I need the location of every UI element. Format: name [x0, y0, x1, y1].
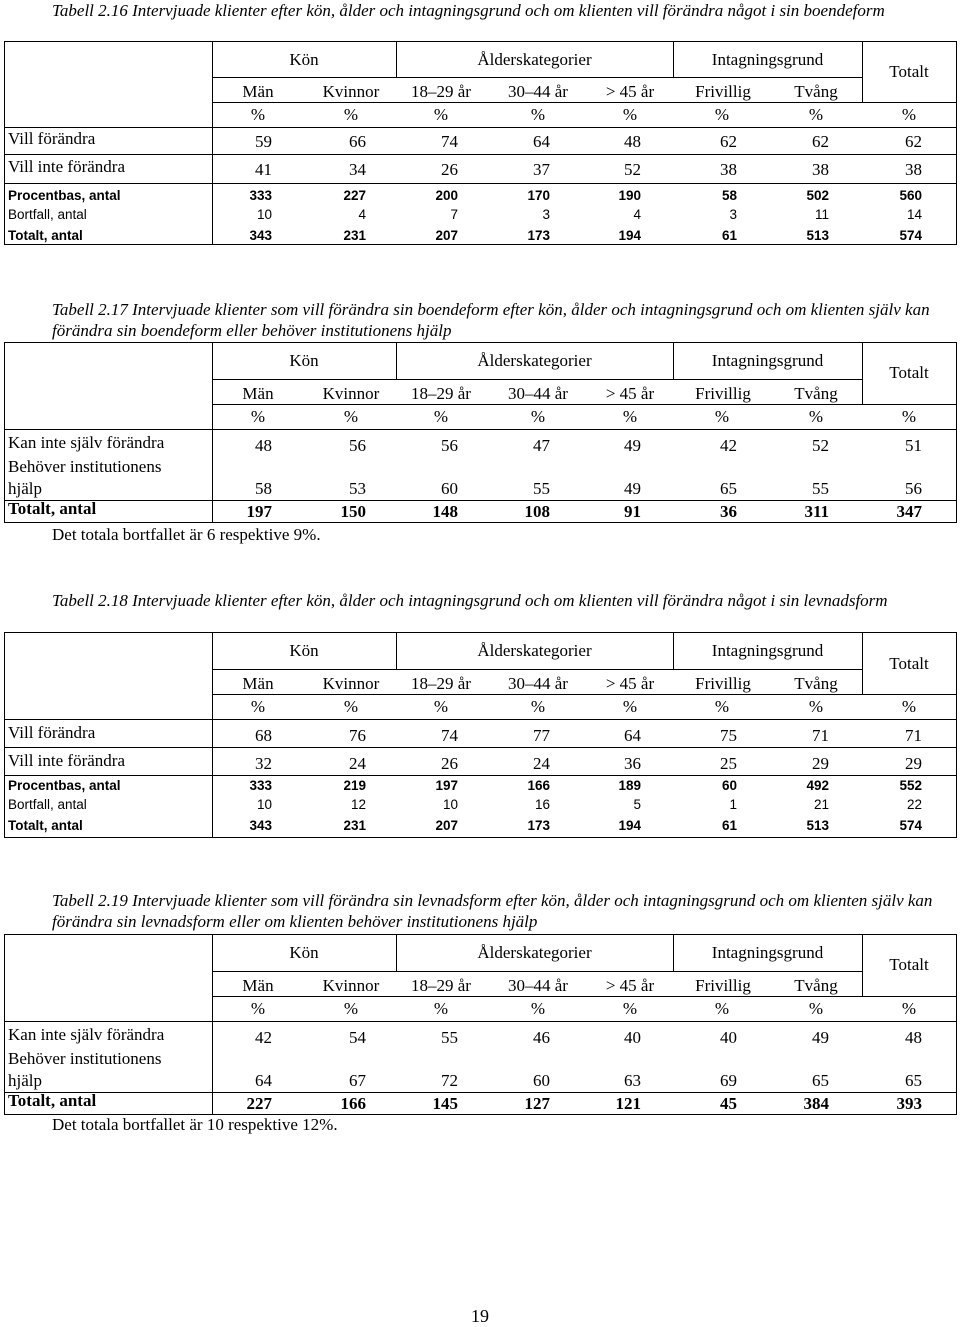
column-header: 30–44 år: [508, 674, 568, 693]
table-2-17-note: Det totala bortfallet är 6 respektive 9%.: [52, 525, 321, 544]
table-cell: 53: [349, 479, 366, 498]
column-header: Tvång: [794, 384, 838, 403]
header-alder: Ålderskategorier: [477, 943, 592, 962]
percent-unit: %: [714, 105, 730, 124]
table-2-17-caption: Tabell 2.17 Intervjuade klienter som vill förändra sin boendeform efter kön, ålder och intagningsgrund och om klienten själv kan förändra sin boendeform eller behöver institutionens hjälp: [52, 300, 930, 340]
column-header: 18–29 år: [411, 976, 471, 995]
table-cell: 71: [905, 726, 922, 745]
column-header: 18–29 år: [411, 384, 471, 403]
table-cell: 49: [812, 1028, 829, 1047]
row-label: Vill förändra: [8, 723, 96, 742]
table-cell: 65: [720, 479, 737, 498]
table-cell: 207: [435, 228, 458, 243]
table-cell: 62: [812, 132, 829, 151]
header-intag: Intagningsgrund: [711, 50, 824, 69]
table-cell: 170: [527, 188, 550, 203]
column-header: Kvinnor: [322, 976, 380, 995]
table-cell: 45: [720, 1094, 737, 1113]
table-cell: 67: [349, 1071, 366, 1090]
percent-unit: %: [622, 105, 638, 124]
row-label: Procentbas, antal: [8, 778, 121, 793]
table-cell: 91: [624, 502, 641, 521]
header-totalt: Totalt: [889, 654, 929, 673]
table-cell: 194: [618, 818, 641, 833]
table-cell: 333: [249, 778, 272, 793]
header-totalt: Totalt: [889, 363, 929, 382]
table-cell: 10: [256, 207, 272, 222]
column-header: > 45 år: [605, 82, 655, 101]
row-label: Bortfall, antal: [8, 207, 87, 222]
table-cell: 37: [533, 160, 550, 179]
percent-unit: %: [433, 407, 449, 426]
table-cell: 24: [349, 754, 366, 773]
row-label: Kan inte själv förändra: [8, 1025, 165, 1044]
table-cell: 4: [633, 207, 641, 222]
column-header: Frivillig: [695, 384, 751, 403]
table-cell: 59: [255, 132, 272, 151]
header-totalt: Totalt: [889, 62, 929, 81]
table-cell: 51: [905, 436, 922, 455]
row-label: Kan inte själv förändra: [8, 433, 165, 452]
table-cell: 65: [905, 1071, 922, 1090]
table-cell: 41: [255, 160, 272, 179]
row-label: Vill inte förändra: [8, 751, 125, 770]
table-cell: 384: [803, 1094, 829, 1113]
table-cell: 36: [720, 502, 737, 521]
table-cell: 24: [533, 754, 550, 773]
table-cell: 48: [905, 1028, 922, 1047]
column-header: Tvång: [794, 976, 838, 995]
table-cell: 108: [524, 502, 550, 521]
table-cell: 21: [813, 797, 829, 812]
table-cell: 56: [349, 436, 366, 455]
row-label: Behöver institutionens: [8, 1049, 162, 1068]
table-cell: 227: [246, 1094, 272, 1113]
table-cell: 49: [624, 436, 641, 455]
table-cell: 148: [432, 502, 458, 521]
table-cell: 52: [812, 436, 829, 455]
table-cell: 7: [450, 207, 458, 222]
table-cell: 71: [812, 726, 829, 745]
table-cell: 16: [534, 797, 550, 812]
row-label: Procentbas, antal: [8, 188, 121, 203]
percent-unit: %: [808, 105, 824, 124]
table-cell: 74: [441, 726, 458, 745]
table-cell: 574: [899, 228, 922, 243]
table-2-18-caption: Tabell 2.18 Intervjuade klienter efter kön, ålder och intagningsgrund och om klienten vill förändra något i sin levnadsform: [52, 591, 888, 610]
table-cell: 48: [624, 132, 641, 151]
header-totalt: Totalt: [889, 955, 929, 974]
header-intag: Intagningsgrund: [711, 351, 824, 370]
percent-unit: %: [530, 407, 546, 426]
table-cell: 54: [349, 1028, 366, 1047]
table-cell: 55: [441, 1028, 458, 1047]
table-cell: 207: [435, 818, 458, 833]
column-header: 30–44 år: [508, 384, 568, 403]
table-cell: 11: [814, 207, 829, 222]
table-cell: 38: [720, 160, 737, 179]
table-cell: 502: [806, 188, 829, 203]
table-cell: 347: [896, 502, 922, 521]
table-cell: 311: [804, 502, 829, 521]
column-header: Män: [242, 384, 274, 403]
percent-unit: %: [901, 697, 917, 716]
table-cell: 231: [343, 818, 366, 833]
header-alder: Ålderskategorier: [477, 351, 592, 370]
percent-unit: %: [901, 105, 917, 124]
page-number: 19: [471, 1306, 489, 1326]
percent-unit: %: [714, 697, 730, 716]
column-header: Män: [242, 82, 274, 101]
column-header: Frivillig: [695, 674, 751, 693]
header-kon: Kön: [289, 641, 319, 660]
percent-unit: %: [808, 697, 824, 716]
table-cell: 343: [249, 818, 272, 833]
table-cell: 25: [720, 754, 737, 773]
table-cell: 75: [720, 726, 737, 745]
table-cell: 60: [533, 1071, 550, 1090]
table-cell: 513: [806, 818, 829, 833]
column-header: Män: [242, 976, 274, 995]
percent-unit: %: [530, 697, 546, 716]
table-cell: 49: [624, 479, 641, 498]
table-cell: 552: [899, 778, 922, 793]
percent-unit: %: [714, 999, 730, 1018]
table-cell: 40: [720, 1028, 737, 1047]
header-intag: Intagningsgrund: [711, 943, 824, 962]
table-cell: 10: [256, 797, 272, 812]
percent-unit: %: [250, 999, 266, 1018]
table-cell: 56: [905, 479, 922, 498]
table-cell: 145: [432, 1094, 458, 1113]
table-cell: 166: [340, 1094, 366, 1113]
percent-unit: %: [343, 407, 359, 426]
row-label: Vill förändra: [8, 129, 96, 148]
header-alder: Ålderskategorier: [477, 50, 592, 69]
header-intag: Intagningsgrund: [711, 641, 824, 660]
table-cell: 42: [720, 436, 737, 455]
table-cell: 22: [906, 797, 922, 812]
percent-unit: %: [250, 697, 266, 716]
table-cell: 574: [899, 818, 922, 833]
percent-unit: %: [622, 697, 638, 716]
column-header: 18–29 år: [411, 82, 471, 101]
table-cell: 26: [441, 160, 458, 179]
row-label: Totalt, antal: [8, 818, 83, 833]
column-header: 18–29 år: [411, 674, 471, 693]
percent-unit: %: [250, 407, 266, 426]
table-cell: 68: [255, 726, 272, 745]
column-header: Kvinnor: [322, 674, 380, 693]
table-cell: 12: [350, 797, 366, 812]
table-cell: 60: [441, 479, 458, 498]
table-cell: 121: [615, 1094, 641, 1113]
percent-unit: %: [433, 999, 449, 1018]
percent-unit: %: [433, 105, 449, 124]
table-cell: 189: [618, 778, 641, 793]
percent-unit: %: [250, 105, 266, 124]
table-cell: 61: [721, 228, 737, 243]
table-cell: 560: [899, 188, 922, 203]
table-cell: 150: [340, 502, 366, 521]
percent-unit: %: [343, 999, 359, 1018]
table-cell: 63: [624, 1071, 641, 1090]
table-2-19-caption: Tabell 2.19 Intervjuade klienter som vill förändra sin levnadsform efter kön, ålder och intagningsgrund och om klienten själv kan förändra sin levnadsform eller om klienten behöver institutionens hjälp: [52, 891, 933, 931]
table-cell: 393: [896, 1094, 922, 1113]
table-2-19-note: Det totala bortfallet är 10 respektive 12%.: [52, 1115, 338, 1134]
percent-unit: %: [808, 407, 824, 426]
table-cell: 62: [905, 132, 922, 151]
table-cell: 231: [343, 228, 366, 243]
percent-unit: %: [622, 999, 638, 1018]
table-cell: 46: [533, 1028, 550, 1047]
table-cell: 56: [441, 436, 458, 455]
row-label: Behöver institutionens: [8, 457, 162, 476]
row-label: Bortfall, antal: [8, 797, 87, 812]
column-header: > 45 år: [605, 384, 655, 403]
table-cell: 64: [255, 1071, 272, 1090]
table-cell: 173: [527, 818, 550, 833]
table-cell: 32: [255, 754, 272, 773]
table-cell: 127: [524, 1094, 550, 1113]
table-cell: 10: [442, 797, 458, 812]
table-cell: 38: [905, 160, 922, 179]
table-cell: 343: [249, 228, 272, 243]
table-cell: 333: [249, 188, 272, 203]
table-cell: 69: [720, 1071, 737, 1090]
column-header: > 45 år: [605, 674, 655, 693]
percent-unit: %: [714, 407, 730, 426]
table-cell: 76: [349, 726, 366, 745]
table-cell: 61: [721, 818, 737, 833]
table-cell: 64: [624, 726, 641, 745]
table-cell: 3: [542, 207, 550, 222]
column-header: Män: [242, 674, 274, 693]
table-cell: 74: [441, 132, 458, 151]
row-label: Vill inte förändra: [8, 157, 125, 176]
column-header: Tvång: [794, 82, 838, 101]
table-cell: 60: [721, 778, 737, 793]
table-cell: 48: [255, 436, 272, 455]
percent-unit: %: [808, 999, 824, 1018]
row-label: hjälp: [8, 1071, 42, 1090]
table-cell: 173: [527, 228, 550, 243]
table-cell: 66: [349, 132, 366, 151]
percent-unit: %: [901, 407, 917, 426]
table-cell: 47: [533, 436, 550, 455]
column-header: Frivillig: [695, 976, 751, 995]
header-kon: Kön: [289, 351, 319, 370]
table-cell: 34: [349, 160, 366, 179]
table-cell: 3: [729, 207, 737, 222]
table-cell: 52: [624, 160, 641, 179]
table-cell: 219: [343, 778, 366, 793]
table-cell: 197: [246, 502, 272, 521]
column-header: Kvinnor: [322, 384, 380, 403]
percent-unit: %: [530, 105, 546, 124]
column-header: > 45 år: [605, 976, 655, 995]
row-label: hjälp: [8, 479, 42, 498]
table-cell: 1: [729, 797, 737, 812]
column-header: 30–44 år: [508, 976, 568, 995]
table-2-16-caption: Tabell 2.16 Intervjuade klienter efter kön, ålder och intagningsgrund och om klienten vill förändra något i sin boendeform: [52, 1, 885, 20]
table-cell: 492: [806, 778, 829, 793]
header-kon: Kön: [289, 943, 319, 962]
table-cell: 55: [533, 479, 550, 498]
percent-unit: %: [433, 697, 449, 716]
table-cell: 14: [906, 207, 922, 222]
table-cell: 77: [533, 726, 550, 745]
table-cell: 194: [618, 228, 641, 243]
table-cell: 72: [441, 1071, 458, 1090]
table-cell: 197: [435, 778, 458, 793]
row-label: Totalt, antal: [8, 1091, 97, 1110]
header-alder: Ålderskategorier: [477, 641, 592, 660]
table-cell: 166: [527, 778, 550, 793]
header-kon: Kön: [289, 50, 319, 69]
table-cell: 40: [624, 1028, 641, 1047]
column-header: 30–44 år: [508, 82, 568, 101]
table-cell: 58: [721, 188, 737, 203]
table-cell: 38: [812, 160, 829, 179]
table-cell: 36: [624, 754, 641, 773]
table-cell: 29: [905, 754, 922, 773]
table-cell: 58: [255, 479, 272, 498]
percent-unit: %: [343, 105, 359, 124]
table-cell: 65: [812, 1071, 829, 1090]
percent-unit: %: [622, 407, 638, 426]
table-cell: 64: [533, 132, 550, 151]
table-cell: 513: [806, 228, 829, 243]
table-cell: 4: [358, 207, 366, 222]
table-cell: 5: [633, 797, 641, 812]
column-header: Kvinnor: [322, 82, 380, 101]
table-cell: 227: [343, 188, 366, 203]
table-cell: 26: [441, 754, 458, 773]
percent-unit: %: [530, 999, 546, 1018]
percent-unit: %: [343, 697, 359, 716]
table-cell: 42: [255, 1028, 272, 1047]
column-header: Tvång: [794, 674, 838, 693]
column-header: Frivillig: [695, 82, 751, 101]
table-cell: 29: [812, 754, 829, 773]
percent-unit: %: [901, 999, 917, 1018]
row-label: Totalt, antal: [8, 228, 83, 243]
table-cell: 55: [812, 479, 829, 498]
table-cell: 200: [435, 188, 458, 203]
row-label: Totalt, antal: [8, 499, 97, 518]
table-cell: 62: [720, 132, 737, 151]
table-cell: 190: [618, 188, 641, 203]
